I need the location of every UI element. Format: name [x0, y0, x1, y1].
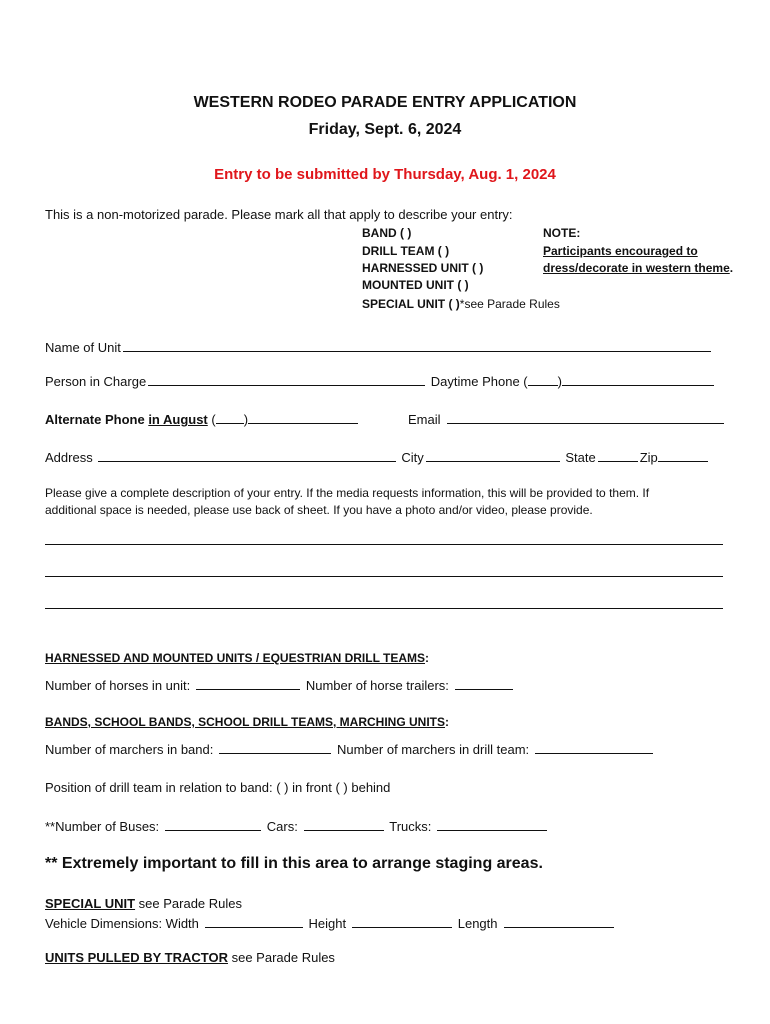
- vehicles-row: [45, 818, 549, 834]
- description-line-2: additional space is needed, please use back of sheet. If you have a photo and/or video, please provide.: [45, 503, 593, 517]
- note-line-2: dress/decorate in western theme: [543, 261, 730, 275]
- option-special-unit-row[interactable]: [362, 296, 560, 311]
- daytime-phone-area-field[interactable]: [528, 373, 558, 386]
- bands-section-heading-wrap: BANDS, SCHOOL BANDS, SCHOOL DRILL TEAMS, MARCHING UNITS:: [45, 715, 450, 729]
- description-line-1: Please give a complete description of your entry. If the media requests information, this will be provided to them. If: [45, 486, 650, 500]
- alternate-phone-area-field[interactable]: [216, 411, 244, 424]
- trucks-field[interactable]: [437, 818, 547, 831]
- option-harnessed-unit[interactable]: HARNESSED UNIT ( ): [362, 261, 484, 275]
- option-drill-team[interactable]: DRILL TEAM ( ): [362, 244, 450, 258]
- note-label: NOTE:: [543, 226, 581, 240]
- email-field[interactable]: [447, 411, 724, 424]
- name-of-unit-row: [45, 339, 713, 355]
- submission-deadline: Entry to be submitted by Thursday, Aug. 1, 2024: [214, 166, 556, 183]
- person-in-charge-label: Person in Charge: [45, 374, 147, 389]
- state-field[interactable]: [598, 449, 638, 462]
- zip-label: Zip: [639, 450, 658, 465]
- special-section-heading: SPECIAL UNIT: [45, 896, 136, 911]
- horses-row: [45, 677, 515, 693]
- marchers-drill-label: Number of marchers in drill team:: [336, 742, 530, 757]
- bands-section-heading: BANDS, SCHOOL BANDS, SCHOOL DRILL TEAMS, MARCHING UNITS: [45, 715, 446, 729]
- city-field[interactable]: [426, 449, 560, 462]
- note-line-1: Participants encouraged to: [543, 244, 698, 258]
- description-line-field-1[interactable]: [45, 544, 723, 545]
- option-special-unit[interactable]: SPECIAL UNIT ( ): [362, 297, 460, 311]
- alternate-phone-label: Alternate Phone: [45, 412, 145, 427]
- trailers-field[interactable]: [455, 677, 513, 690]
- cars-field[interactable]: [304, 818, 384, 831]
- special-unit-rules-note: *see Parade Rules: [459, 297, 560, 311]
- horses-field[interactable]: [196, 677, 300, 690]
- daytime-phone-field[interactable]: [562, 373, 714, 386]
- marchers-band-field[interactable]: [219, 741, 331, 754]
- length-label: Length: [457, 916, 498, 931]
- tractor-section-heading: UNITS PULLED BY TRACTOR: [45, 950, 228, 965]
- intro-text: This is a non-motorized parade. Please mark all that apply to describe your entry:: [45, 207, 513, 222]
- important-note: ** Extremely important to fill in this area to arrange staging areas.: [45, 855, 543, 872]
- width-label: Vehicle Dimensions: Width: [45, 916, 199, 931]
- name-of-unit-label: Name of Unit: [45, 340, 121, 355]
- email-label: Email: [408, 412, 441, 427]
- city-label: City: [401, 450, 424, 465]
- width-field[interactable]: [205, 915, 303, 928]
- option-band[interactable]: BAND ( ): [362, 226, 412, 240]
- alternate-phone-row: Alternate Phone in August ( ): [45, 411, 358, 427]
- harnessed-section-heading-wrap: HARNESSED AND MOUNTED UNITS / EQUESTRIAN DRILL TEAMS:: [45, 651, 430, 665]
- email-row: [408, 411, 726, 427]
- marchers-row: [45, 741, 655, 757]
- harnessed-section-heading: HARNESSED AND MOUNTED UNITS / EQUESTRIAN DRILL TEAMS: [45, 651, 426, 665]
- tractor-section-heading-wrap: UNITS PULLED BY TRACTOR see Parade Rules: [45, 950, 335, 965]
- address-row: [45, 449, 710, 465]
- trailers-label: Number of horse trailers:: [305, 678, 449, 693]
- alternate-phone-field[interactable]: [248, 411, 358, 424]
- note-line-2-wrap: dress/decorate in western theme.: [543, 261, 734, 275]
- vehicle-dimensions-row: [45, 915, 616, 931]
- description-line-field-3[interactable]: [45, 608, 723, 609]
- address-field[interactable]: [98, 449, 396, 462]
- drill-team-position[interactable]: Position of drill team in relation to band: ( ) in front ( ) behind: [45, 780, 391, 795]
- person-in-charge-field[interactable]: [148, 373, 425, 386]
- state-label: State: [565, 450, 596, 465]
- form-title: WESTERN RODEO PARADE ENTRY APPLICATION: [193, 94, 577, 111]
- height-field[interactable]: [352, 915, 452, 928]
- buses-field[interactable]: [165, 818, 261, 831]
- zip-field[interactable]: [658, 449, 708, 462]
- option-mounted-unit[interactable]: MOUNTED UNIT ( ): [362, 278, 469, 292]
- height-label: Height: [308, 916, 347, 931]
- length-field[interactable]: [504, 915, 614, 928]
- daytime-phone-label: Daytime Phone (: [430, 374, 528, 389]
- marchers-band-label: Number of marchers in band:: [45, 742, 214, 757]
- trucks-label: Trucks:: [389, 819, 432, 834]
- description-line-field-2[interactable]: [45, 576, 723, 577]
- name-of-unit-field[interactable]: [123, 339, 711, 352]
- event-date: Friday, Sept. 6, 2024: [308, 121, 462, 138]
- person-in-charge-row: Person in Charge Daytime Phone ( ): [45, 373, 714, 389]
- marchers-drill-field[interactable]: [535, 741, 653, 754]
- address-label: Address: [45, 450, 93, 465]
- special-section-heading-wrap: SPECIAL UNIT see Parade Rules: [45, 896, 243, 911]
- cars-label: Cars:: [266, 819, 298, 834]
- horses-label: Number of horses in unit:: [45, 678, 191, 693]
- alternate-phone-august: in August: [148, 412, 208, 427]
- buses-label: **Number of Buses:: [45, 819, 160, 834]
